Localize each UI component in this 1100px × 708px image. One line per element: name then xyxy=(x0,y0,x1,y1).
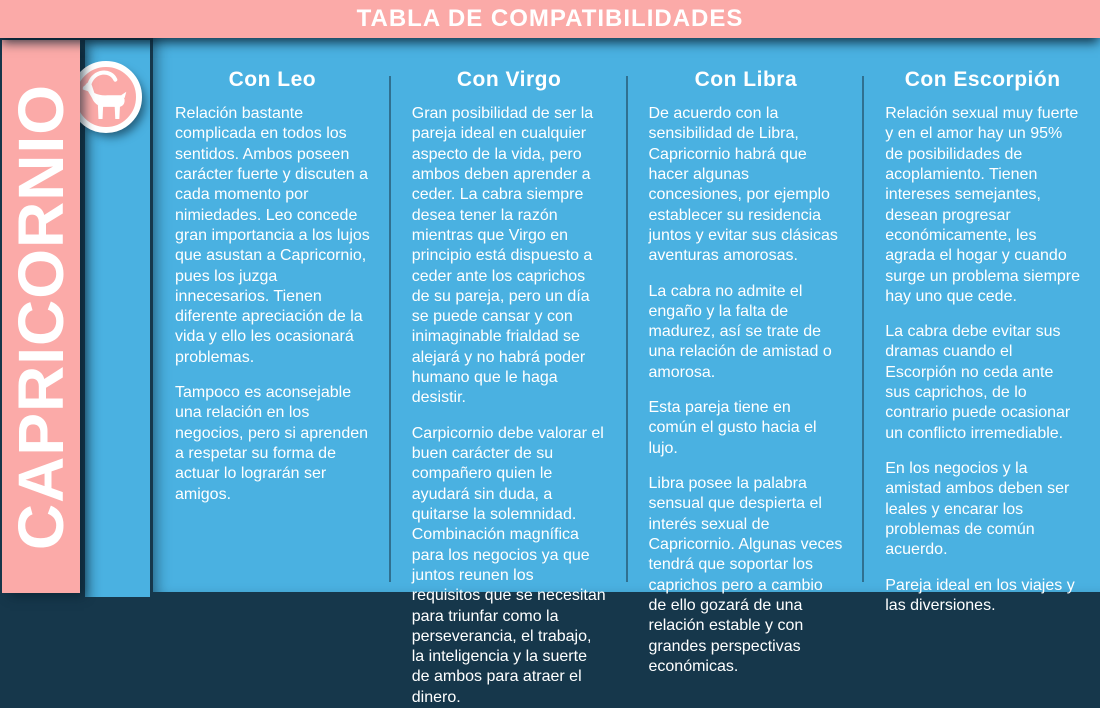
page-title: TABLA DE COMPATIBILIDADES xyxy=(356,5,744,32)
paragraph: La cabra debe evitar sus dramas cuando el Escorpión no ceda ante sus caprichos, de lo contrario puede ocasionar un conflicto irremediable. xyxy=(885,323,1071,442)
column-libra xyxy=(627,38,864,675)
goat-icon xyxy=(77,68,135,126)
paragraph: Carpicornio debe valorar el buen carácter de su compañero quien le ayudará sin duda, a quitarse la solemnidad. Combinación magnífica para los negocios ya que juntos reunen los requisitos que se necesitan para triunfar como la perseverancia, el trabajo, la inteligencia y la suerte de ambos para atraer el dinero. xyxy=(411,424,606,706)
column-escorpion xyxy=(863,38,1100,614)
column-virgo xyxy=(390,38,627,706)
column-header-virgo: Con Virgo xyxy=(456,68,562,91)
column-header-leo: Con Leo xyxy=(228,68,317,91)
paragraph: Tampoco es aconsejable una relación en los negocios, pero si aprenden a respetar su forma de actuar lo lograrán ser amigos. xyxy=(175,384,369,503)
paragraph: De acuerdo con la sensibilidad de Libra, Capricornio habrá que hacer algunas concesiones, por ejemplo establecer su residencia juntos y evitar sus clásicas aventuras amorosas. xyxy=(648,105,838,265)
sign-name: CAPRICORNIO xyxy=(5,83,77,550)
paragraph: Relación sexual muy fuerte y en el amor hay un 95% de posibilidades de acoplamiento. Tienen intereses semejantes, desean progresar económicamente, les agrada el hogar y cuando surge un problema siempre hay uno que cede. xyxy=(885,105,1081,305)
content-panel xyxy=(153,38,1100,706)
paragraph: Libra posee la palabra sensual que despierta el interés sexual de Capricornio. Algunas veces tendrá que soportar los caprichos pero a cambio de ello gozará de una relación estable y con grandes perspectivas económicas. xyxy=(648,475,843,675)
paragraph: La cabra no admite el engaño y la falta de madurez, así se trate de una relación de amistad o amorosa. xyxy=(648,282,832,381)
paragraph: Pareja ideal en los viajes y las diversiones. xyxy=(885,576,1075,614)
paragraph: Esta pareja tiene en común el gusto hacia el lujo. xyxy=(648,399,817,457)
column-header-libra: Con Libra xyxy=(694,68,798,91)
column-header-escorpion: Con Escorpión xyxy=(904,68,1061,91)
column-leo xyxy=(153,38,390,592)
zodiac-badge xyxy=(70,61,142,133)
paragraph: En los negocios y la amistad ambos deben ser leales y encarar los problemas de común acuerdo. xyxy=(885,460,1070,559)
paragraph: Gran posibilidad de ser la pareja ideal en cualquier aspecto de la vida, pero ambos deben aprender a ceder. La cabra siempre desea tener la razón mientras que Virgo en principio está dispuesto a ceder ante los caprichos de su pareja, pero un día se puede cansar y con inimaginable frialdad se alejará y no habrá poder humano que le haga desistir. xyxy=(411,105,594,407)
header-banner xyxy=(0,0,1100,38)
paragraph: Relación bastante complicada en todos los sentidos. Ambos poseen carácter fuerte y discuten a cada momento por nimiedades. Leo concede gran importancia a los lujos que asustan a Capricornio, pues los juzga innecesarios. Tienen diferente apreciación de la vida y ello les ocasionará problemas. xyxy=(175,105,370,366)
sign-sidebar xyxy=(2,40,80,593)
